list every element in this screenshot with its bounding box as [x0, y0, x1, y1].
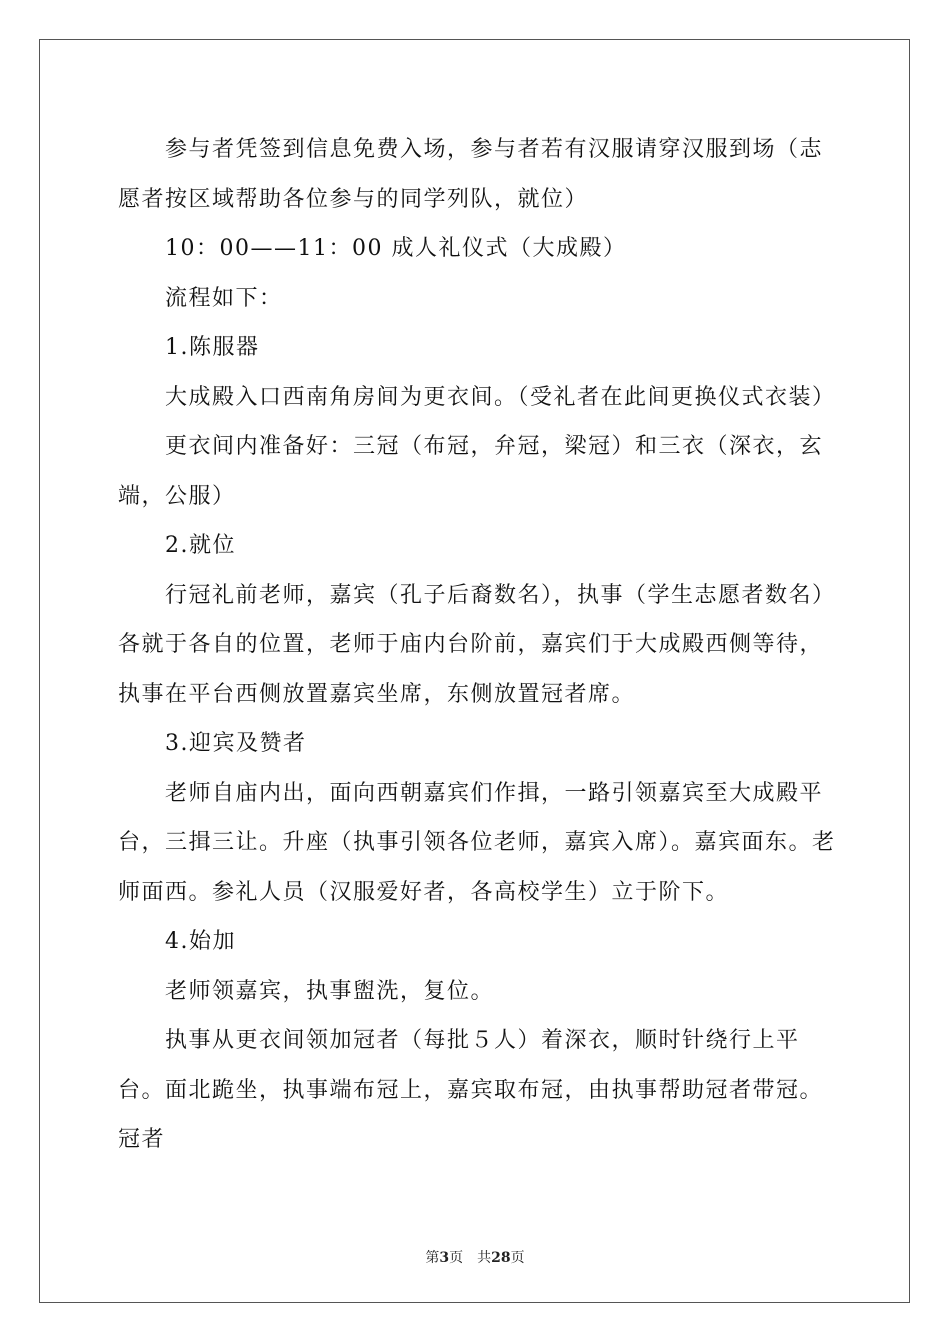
total-prefix: 共 — [477, 1250, 492, 1266]
section-heading-1: 1.陈服器 — [165, 335, 260, 360]
paragraph-schedule-time: 10：00——11：00 成人礼仪式（大成殿） — [165, 236, 627, 261]
page-footer — [0, 1247, 950, 1267]
section-heading-4: 4.始加 — [165, 929, 236, 954]
paragraph-positions: 行冠礼前老师，嘉宾（孔子后裔数名），执事（学生志愿者数名）各就于各自的位置，老师于庙内台阶前，嘉宾们于大成殿西侧等待，执事在平台西侧放置嘉宾坐席，东侧放置冠者席。 — [118, 582, 836, 707]
section-heading-2: 2.就位 — [165, 533, 236, 558]
page-suffix: 页 — [449, 1250, 464, 1266]
page-number: 3 — [439, 1250, 450, 1266]
paragraph-capping: 执事从更衣间领加冠者（每批５人）着深衣，顺时针绕行上平台。面北跪坐，执事端布冠上，嘉宾取布冠，由执事帮助冠者带冠。冠者 — [118, 1028, 824, 1152]
page-prefix: 第 — [425, 1250, 440, 1266]
paragraph-washing: 老师领嘉宾，执事盥洗，复位。 — [165, 978, 495, 1004]
paragraph-dressing-room: 大成殿入口西南角房间为更衣间。（受礼者在此间更换仪式衣装） — [165, 384, 836, 410]
total-pages: 28 — [491, 1250, 511, 1266]
paragraph-preparations: 更衣间内准备好：三冠（布冠，弁冠，梁冠）和三衣（深衣，玄端，公服） — [118, 434, 824, 509]
section-heading-3: 3.迎宾及赞者 — [165, 731, 307, 756]
total-suffix: 页 — [510, 1250, 525, 1266]
document-body — [118, 125, 840, 1165]
paragraph-welcome-guests: 老师自庙内出，面向西朝嘉宾们作揖，一路引领嘉宾至大成殿平台，三揖三让。升座（执事引领各位老师，嘉宾入席）。嘉宾面东。老师面西。参礼人员（汉服爱好者，各高校学生）立于阶下。 — [118, 780, 836, 905]
paragraph-process-intro: 流程如下： — [165, 285, 283, 311]
paragraph-registration: 参与者凭签到信息免费入场，参与者若有汉服请穿汉服到场（志愿者按区域帮助各位参与的同学列队，就位） — [118, 137, 824, 212]
